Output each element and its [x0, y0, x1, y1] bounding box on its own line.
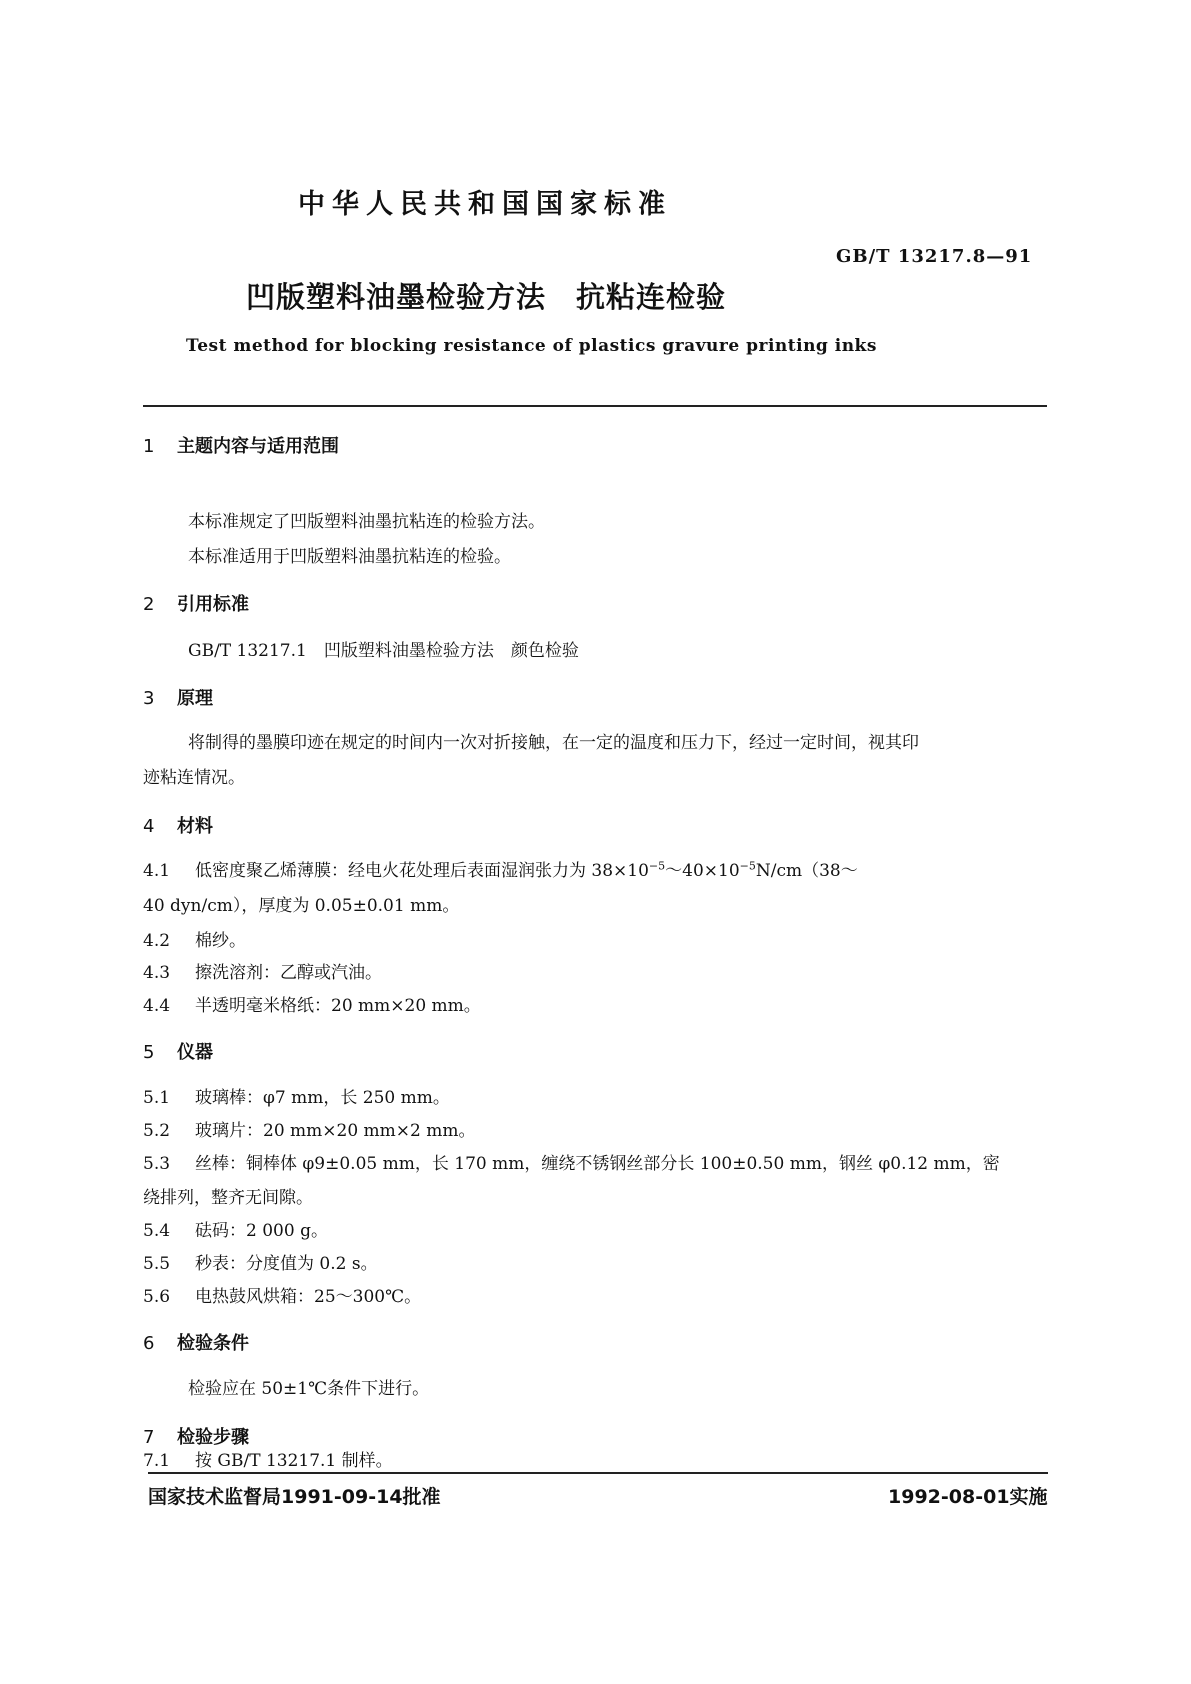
item-7-1: 7.1 按 GB/T 13217.1 制样。 [143, 1451, 393, 1471]
title-chinese: 凹版塑料油墨检验方法 抗粘连检验 [246, 280, 727, 314]
standard-code: GB/T 13217.8—91 [836, 246, 1033, 267]
section-3-paragraph-line-1: 将制得的墨膜印迹在规定的时间内一次对折接触，在一定的温度和压力下，经过一定时间，视其印 [188, 733, 919, 753]
item-5-4: 5.4 砝码：2 000 g。 [143, 1221, 328, 1241]
section-2-heading: 2 引用标准 [143, 594, 249, 615]
item-5-2: 5.2 玻璃片：20 mm×20 mm×2 mm。 [143, 1121, 476, 1141]
section-7-heading: 7 检验步骤 [143, 1427, 249, 1448]
nation-standard-heading: 中华人民共和国国家标准 [298, 189, 672, 220]
section-6-heading: 6 检验条件 [143, 1333, 249, 1354]
item-4-4: 4.4 半透明毫米格纸：20 mm×20 mm。 [143, 996, 481, 1016]
header-divider [143, 405, 1047, 407]
section-6-title: 检验条件 [177, 1333, 249, 1354]
section-3-paragraph-line-2: 迹粘连情况。 [143, 768, 245, 788]
item-5-3-line-2: 绕排列，整齐无间隙。 [143, 1188, 313, 1208]
section-6-paragraph: 检验应在 50±1℃条件下进行。 [188, 1379, 430, 1399]
section-5-title: 仪器 [177, 1042, 213, 1063]
item-4-1-line-2: 40 dyn/cm），厚度为 0.05±0.01 mm。 [143, 896, 460, 916]
section-4-title: 材料 [177, 816, 213, 837]
item-4-2: 4.2 棉纱。 [143, 931, 246, 951]
item-5-3: 5.3 丝棒：铜棒体 φ9±0.05 mm，长 170 mm，缠绕不锈钢丝部分长 100±0.50 mm，钢丝 φ0.12 mm，密 [143, 1154, 1000, 1174]
item-5-6: 5.6 电热鼓风烘箱：25～300℃。 [143, 1287, 422, 1307]
section-5-heading: 5 仪器 [143, 1042, 213, 1063]
item-4-1: 4.1 低密度聚乙烯薄膜：经电火花处理后表面湿润张力为 $38\times 10^{-5}\sim 40\times 10^{-5}N/cm(38\sim$ [143, 859, 858, 881]
item-5-5: 5.5 秒表：分度值为 0.2 s。 [143, 1254, 378, 1274]
implementation-date: 1992-08-01实施 [888, 1486, 1048, 1508]
approval-date: 国家技术监督局1991-09-14批准 [148, 1486, 441, 1508]
section-1-title: 主题内容与适用范围 [177, 436, 339, 457]
item-5-1: 5.1 玻璃棒：φ7 mm，长 250 mm。 [143, 1088, 450, 1108]
title-english: Test method for blocking resistance of plastics gravure printing inks [186, 336, 877, 356]
section-4-heading: 4 材料 [143, 816, 213, 837]
section-1-paragraph-2: 本标准适用于凹版塑料油墨抗粘连的检验。 [188, 547, 511, 567]
section-2-title: 引用标准 [177, 594, 249, 615]
item-4-3: 4.3 擦洗溶剂：乙醇或汽油。 [143, 963, 382, 983]
section-7-title: 检验步骤 [177, 1427, 249, 1448]
section-1-paragraph-1: 本标准规定了凹版塑料油墨抗粘连的检验方法。 [188, 512, 545, 532]
section-3-title: 原理 [177, 688, 213, 709]
section-3-heading: 3 原理 [143, 688, 213, 709]
section-2-reference: GB/T 13217.1 凹版塑料油墨检验方法 颜色检验 [188, 641, 579, 661]
section-1-heading: 1 主题内容与适用范围 [143, 436, 339, 457]
footer-divider [148, 1472, 1048, 1474]
